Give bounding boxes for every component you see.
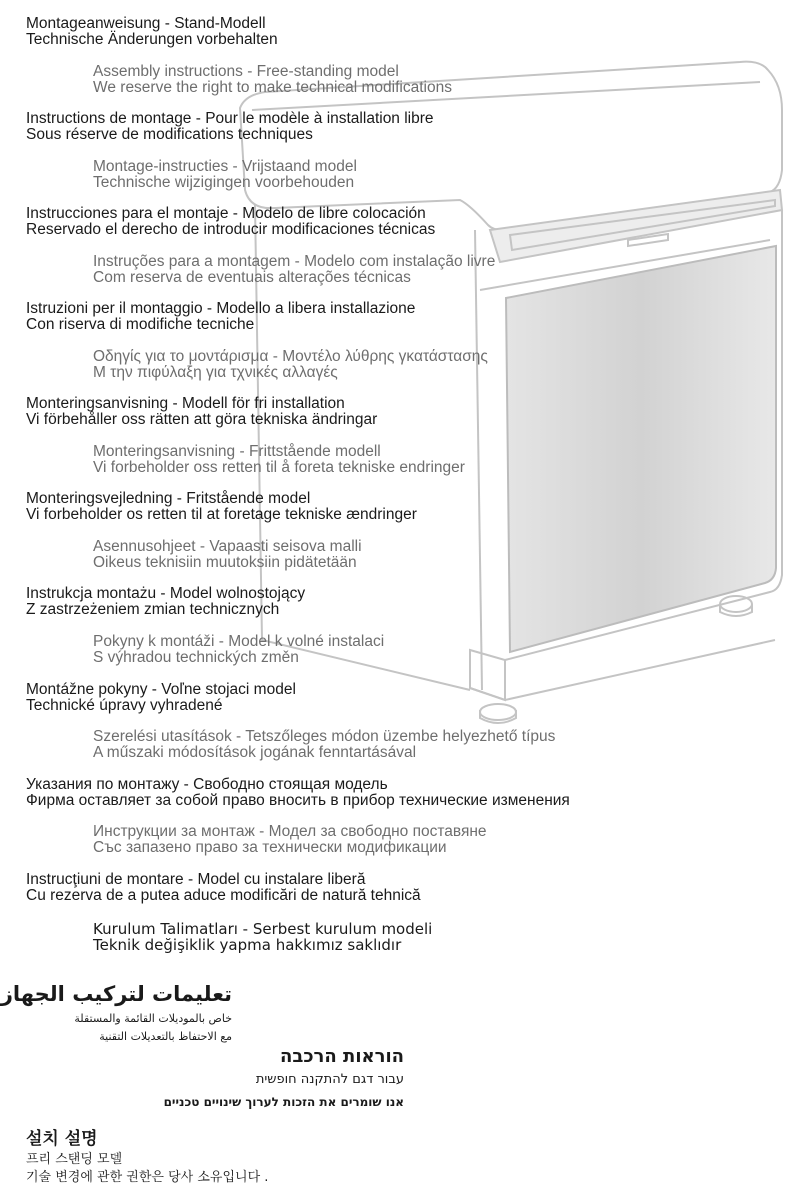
text-block-da [26,491,417,523]
heading-line: Monteringsvejledning - Fritstående model [26,490,311,507]
heading-line: Montageanweisung - Stand-Modell [26,15,266,32]
heading-line: Monteringsanvisning - Modell för fri installation [26,395,345,412]
subline: Vi forbeholder oss retten til å foreta tekniske endringer [93,459,465,476]
heading-line: Instrukcja montażu - Model wolnostojący [26,585,306,602]
text-block-en [93,64,452,96]
subline: Cu rezerva de a putea aduce modificări de natură tehnică [26,887,421,904]
text-block-bg [93,824,487,856]
heading-line: Montážne pokyny - Voľne stojaci model [26,681,296,698]
text-block-tr [93,921,432,953]
text-block-nl [93,159,357,191]
subline: Фирма оставляет за собой право вносить в прибор технические изменения [26,792,570,809]
door-panel [506,246,776,652]
text-block-pl [26,586,305,618]
text-block-fi [93,539,362,571]
heading-line: Instructions de montage - Pour le modèle à installation libre [26,110,434,127]
subline: Technické úpravy vyhradené [26,697,223,714]
heading-line: Assembly instructions - Free-standing model [93,63,399,80]
text-block-es [26,206,435,238]
subline: We reserve the right to make technical modifications [93,79,452,96]
text-block-ru [26,777,570,809]
subline: Teknik değişiklik yapma hakkımız saklıdır [93,936,402,954]
text-block-no [93,444,465,476]
text-block-cs [93,634,384,666]
hebrew-line-1: עבור דגם להתקנה חופשית [255,1072,404,1087]
korean-line-1: 프리 스탠딩 모델 [26,1152,123,1167]
hebrew-line-2: אנו שומרים את הזכות לערוך שינויים טכניים [163,1095,404,1109]
heading-line: Monteringsanvisning - Frittstående modell [93,443,381,460]
heading-line: Istruzioni per il montaggio - Modello a libera installazione [26,300,416,317]
heading-line: Instruções para a montagem - Modelo com instalação livre [93,253,496,270]
korean-line-2: 기술 변경에 관한 권한은 당사 소유입니다 . [26,1170,269,1185]
heading-line: Asennusohjeet - Vapaasti seisova malli [93,538,362,555]
heading-line: Kurulum Talimatları - Serbest kurulum modeli [93,920,433,938]
arabic-line-2: مع الاحتفاظ بالتعديلات التقنية [99,1030,232,1043]
text-block-ro [26,872,421,904]
subline: Sous réserve de modifications techniques [26,126,313,143]
subline: Vi förbehåller oss rätten att göra tekniska ändringar [26,411,378,428]
heading-line: Montage-instructies - Vrijstaand model [93,158,357,175]
subline: Technische Änderungen vorbehalten [26,31,278,48]
heading-line: Указания по монтажу - Свободно стоящая модель [26,776,388,793]
hebrew-title: הוראות הרכבה [280,1046,404,1067]
arabic-line-1: خاص بالموديلات القائمة والمستقلة [74,1012,232,1025]
text-block-pt [93,254,495,286]
subline: Reservado el derecho de introducir modificaciones técnicas [26,221,436,238]
heading-line: Instrucciones para el montaje - Modelo de libre colocación [26,205,426,222]
text-block-sv [26,396,377,428]
text-block-de [26,16,278,48]
text-block-it [26,301,415,333]
arabic-title: تعليمات لتركيب الجهاز [0,982,232,1006]
subline: Vi forbeholder os retten til at foretage tekniske ændringer [26,506,417,523]
text-block-hu [93,729,555,761]
subline: Oikeus teknisiin muutoksiin pidätetään [93,554,357,571]
subline: Μ την πιφύλαξη για τχνικές αλλαγές [93,364,338,381]
heading-line: Instrucţiuni de montare - Model cu instalare liberă [26,871,366,888]
subline: A műszaki módosítások jogának fenntartásával [93,744,417,761]
subline: S výhradou technických změn [93,649,299,666]
subline: Z zastrzeżeniem zmian technicznych [26,601,280,618]
text-block-el [93,349,488,381]
subline: Con riserva di modifiche tecniche [26,316,255,333]
subline: Със запазено право за технически модификации [93,839,447,856]
subline: Technische wijzigingen voorbehouden [93,174,355,191]
text-block-fr [26,111,434,143]
heading-line: Инструкции за монтаж - Модел за свободно поставяне [93,823,487,840]
korean-title: 설치 설명 [26,1129,98,1149]
heading-line: Szerelési utasítások - Tetszőleges módon üzembe helyezhető típus [93,728,556,745]
heading-line: Οδηγίς για το μοντάρισμα - Μοντέλο λύθρης γκατάστασης [93,348,488,365]
subline: Com reserva de eventuais alterações técnicas [93,269,411,286]
heading-line: Pokyny k montáži - Model k volné instalaci [93,633,385,650]
text-block-sk [26,682,296,714]
